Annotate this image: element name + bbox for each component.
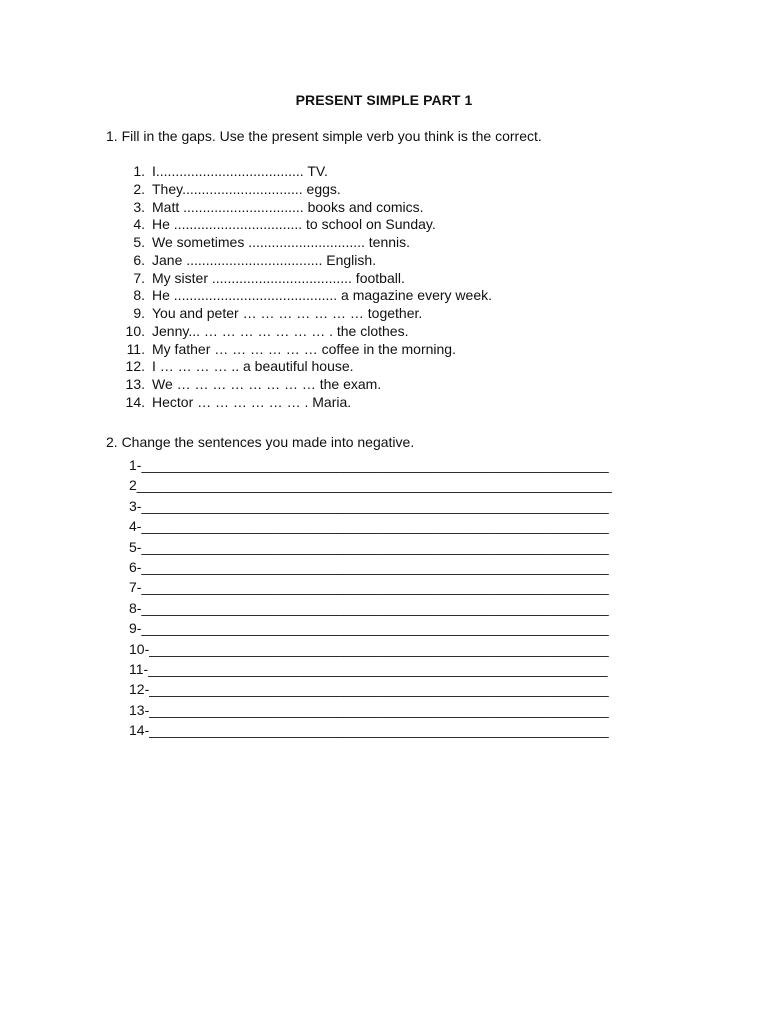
answer-line — [0, 577, 660, 597]
answer-line — [0, 659, 660, 679]
exercise-2-instruction: 2. Change the sentences you made into negative. — [106, 434, 415, 450]
item-sentence: My sister .................................... football. — [152, 269, 405, 286]
item-number: 5. — [133, 234, 145, 250]
answer-line-label: 3-____________________________________________________________ — [129, 497, 609, 514]
item-number: 8. — [133, 287, 145, 304]
item-number: 12. — [125, 358, 145, 375]
item-sentence: We sometimes .............................. tennis. — [152, 234, 411, 250]
item-number: 6. — [133, 251, 145, 268]
answer-line-label: 14-___________________________________________________________ — [129, 722, 609, 739]
item-number: 3. — [133, 198, 145, 215]
answer-line-label: 9-____________________________________________________________ — [129, 620, 609, 637]
answer-line — [0, 496, 660, 516]
item-sentence: I...................................... TV. — [152, 163, 328, 179]
answer-line — [0, 679, 660, 699]
answer-line — [0, 700, 660, 720]
answer-line-label: 1-____________________________________________________________ — [129, 457, 609, 473]
item-number: 2. — [133, 180, 145, 197]
page-title: PRESENT SIMPLE PART 1 — [295, 92, 473, 108]
item-sentence: Jane ................................... English. — [152, 251, 377, 268]
item-sentence: We … … … … … … … … the exam. — [152, 376, 382, 392]
item-sentence: He ................................. to school on Sunday. — [152, 216, 436, 233]
item-sentence: Hector … … … … … … . Maria. — [152, 393, 352, 410]
item-number: 13. — [125, 376, 145, 392]
answer-line — [0, 720, 660, 740]
answer-line-label: 13-___________________________________________________________ — [129, 701, 609, 718]
negative-sentences-list — [0, 455, 660, 740]
answer-line — [0, 598, 660, 618]
answer-line — [0, 475, 660, 495]
answer-line-label: 8-____________________________________________________________ — [129, 599, 609, 616]
item-sentence: He .......................................... a magazine every week. — [152, 287, 493, 304]
answer-line-label: 4-____________________________________________________________ — [129, 518, 609, 535]
exercise-1-instruction: 1. Fill in the gaps. Use the present simple verb you think is the correct. — [106, 128, 542, 144]
answer-line — [0, 455, 660, 475]
answer-line — [0, 639, 660, 659]
answer-line — [0, 537, 660, 557]
answer-line-label: 11-___________________________________________________________ — [129, 660, 608, 677]
item-sentence: You and peter … … … … … … … together. — [152, 305, 423, 321]
item-sentence: They............................... eggs. — [152, 180, 341, 197]
answer-line — [0, 516, 660, 536]
answer-line-label: 10-___________________________________________________________ — [129, 640, 609, 657]
item-number: 4. — [133, 216, 145, 233]
item-sentence: My father … … … … … … coffee in the morning. — [152, 340, 456, 357]
answer-line — [0, 618, 660, 638]
answer-line-label: 5-____________________________________________________________ — [129, 538, 609, 555]
item-number: 14. — [125, 393, 145, 410]
item-number: 7. — [133, 269, 145, 286]
item-number: 1. — [133, 163, 145, 179]
item-sentence: Matt ............................... books and comics. — [152, 198, 424, 215]
answer-line-label: 12-___________________________________________________________ — [129, 681, 609, 698]
item-number: 10. — [125, 322, 145, 339]
item-number: 9. — [133, 305, 145, 321]
item-sentence: Jenny... … … … … … … … . the clothes. — [152, 322, 409, 339]
item-sentence: I … … … … .. a beautiful house. — [152, 358, 354, 375]
item-number: 11. — [126, 340, 145, 357]
answer-line-label: 2_____________________________________________________________ — [129, 477, 612, 494]
answer-line-label: 6-____________________________________________________________ — [129, 558, 609, 575]
answer-line-label: 7-____________________________________________________________ — [129, 579, 609, 596]
answer-line — [0, 557, 660, 577]
